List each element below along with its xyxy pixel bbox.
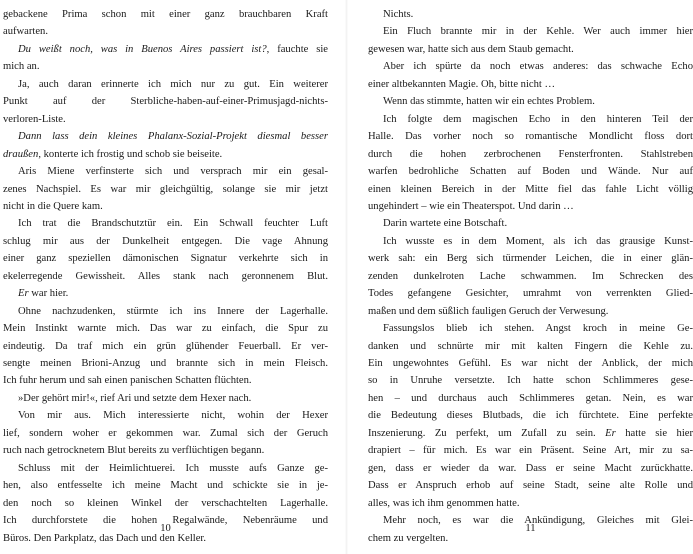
text-line: durch die hohen zerbrochenen Fensterfronten. Stahlstreben (368, 148, 693, 160)
text-line: Er war hier. (18, 288, 69, 300)
text-line: Aris Miene verfinsterte sich und versprach mir ein gesal- (18, 166, 328, 178)
text-line: Ich trat die Brandschutztür ein. Ein Schwall feuchter Luft (18, 218, 328, 230)
text-line: die Bedeutung dieses Blutbads, die ich fürchtete. Eine perfekte (368, 410, 693, 422)
text-line: hen, also entfesselte ich meine Macht und schickte sie in je- (3, 480, 328, 492)
text-line: eindeutig. Da traf mich ein grün glühender Feuerball. Er ver- (3, 340, 328, 352)
text-line: Darin wartete eine Botschaft. (383, 218, 508, 230)
text-line: einer altbekannten Magie. Oh, bitte nicht … (368, 78, 556, 90)
text-line: Ich folgte dem magischen Echo in den hinteren Teil der (383, 113, 693, 125)
text-line: »Der gehört mir!«, rief Ari und setzte dem Hexer nach. (18, 392, 252, 404)
text-line: Punkt auf der Sterbliche-haben-auf-einer-Primusjagd-nichts- (3, 96, 328, 108)
text-line: warfen bedrohliche Schatten auf Boden und Wände. Nur auf (368, 166, 693, 178)
text-line: ruch nach getrocknetem Blut bereits zu verflüchtigen begann. (3, 445, 265, 457)
text-line: danken und schnürte mir mit kalten Fingern die Kehle zu. (368, 340, 693, 352)
text-line: Du weißt noch, was in Buenos Aires passiert ist?, fauchte sie (18, 43, 329, 55)
text-line: den noch so kleinen Winkel der verschachtelten Lagerhalle. (3, 497, 328, 509)
text-line: Mein Instinkt warnte mich. Das war zu einfach, die Spur zu (3, 323, 328, 335)
text-line: werk sah: ein Berg sich türmender Leichen, die in einer glän- (368, 253, 693, 265)
text-line: lief, sondern woher er gekommen war. Zumal sich der Geruch (3, 427, 328, 439)
text-line: gen, dass er wieder da war. Dass er seine Macht zurückhatte. (368, 462, 693, 474)
text-line: mich an. (3, 61, 40, 73)
text-line: zenden dunkelroten Lache schwammen. Im Schrecken des (368, 270, 693, 282)
text-line: Halle. Das vorher noch so romantische Mondlicht floss dort (368, 131, 693, 143)
text-line: chem zu vergelten. (368, 532, 449, 544)
text-line: ungehindert – wie ein Theaterspot. Und darin … (368, 200, 574, 212)
text-line: alles, was ich ihm genommen hatte. (368, 497, 520, 509)
text-line: Ein Fluch brannte mir in der Kehle. Wer auch immer hier (383, 26, 693, 38)
text-line: Mehr noch, es war die Ankündigung, Gleiches mit Glei- (383, 515, 693, 527)
text-line: Ich wusste es in dem Moment, als ich das grausige Kunst- (383, 235, 693, 247)
text-line: Nichts. (383, 9, 414, 20)
right-page (368, 0, 693, 554)
text-line: Aber ich spürte da noch etwas anderes: das schwache Echo (383, 61, 693, 73)
text-line: hen – und durchaus auch Schlimmeres getan. Nein, es war (368, 392, 693, 404)
text-line: Ich fuhr herum und sah einen panischen Schatten flüchten. (3, 375, 252, 387)
left-page-number: 10 (160, 523, 171, 534)
text-line: Ich durchforstete die hohen Regalwände, Nebenräume und (3, 515, 328, 527)
text-line: gewesen war, hatte sich aus dem Staub gemacht. (368, 43, 574, 55)
text-line: Wenn das stimmte, hatten wir ein echtes Problem. (383, 96, 595, 108)
text-line: ekelerregende Gewissheit. Alles stank nach geronnenem Blut. (3, 270, 328, 282)
text-line: Von mir aus. Mich interessierte nicht, wohin der Hexer (18, 410, 328, 422)
text-line: verloren-Liste. (3, 113, 66, 125)
book-gutter (345, 0, 348, 554)
text-line: drapiert – für mich. Es war ein Präsent. Seine Art, mir zu sa- (368, 445, 693, 457)
text-line: einer ganz speziellen dämonischen Signatur verkehrte sich in (3, 253, 328, 265)
text-line: aufwarten. (3, 26, 48, 38)
text-line: sengte meinen Brioni-Anzug und brannte sich in mein Fleisch. (3, 358, 328, 369)
left-page (3, 0, 328, 554)
text-line: Dann lass dein kleines Phalanx-Sozial-Projekt diesmal besser (18, 131, 328, 143)
text-line: zenes Nachspiel. Es war mir gleichgültig, solange sie mir jetzt (3, 183, 328, 195)
text-line: einen kleinen Bereich in der Mitte fiel das fahle Licht völlig (368, 183, 693, 195)
text-line: Todes gefangene Gesichter, umrahmt von verrenkten Glied- (368, 288, 693, 300)
text-line: so in Unruhe versetzte. Ich hatte schon Schlimmeres gese- (368, 375, 693, 387)
text-line: schlug mir aus der Dunkelheit entgegen. Die vage Ahnung (3, 235, 328, 247)
text-line: Schluss mit der Heimlichtuerei. Ich musste aufs Ganze ge- (18, 462, 328, 474)
text-line: Ja, auch daran erinnerte ich mich nur zu gut. Ein weiterer (18, 78, 328, 90)
text-line: maßen und dem süßlich fauligen Geruch der Verwesung. (368, 305, 609, 317)
text-line: draußen, konterte ich frostig und schob sie beiseite. (3, 148, 223, 160)
right-page-number: 11 (525, 523, 536, 534)
text-line: Dass er Anspruch erhob auf seine Stadt, seine alte Rolle und (368, 480, 693, 492)
text-line: gebackene Prima schon mit einer ganz brauchbaren Kraft (3, 9, 328, 20)
text-line: Ohne nachzudenken, stürmte ich ins Innere der Lagerhalle. (18, 305, 328, 317)
text-line: nicht in die Quere kam. (3, 200, 103, 212)
text-line: Inszenierung. Zu perfekt, um Zufall zu sein. Er hatte sie hier (368, 427, 693, 439)
text-line: Büros. Den Parkplatz, das Dach und den Keller. (3, 532, 206, 544)
text-line: Fassungslos blieb ich stehen. Angst kroch in meine Ge- (383, 323, 693, 335)
text-line: Ein ungewohntes Gefühl. Es war nicht der Anblick, der mich (368, 358, 693, 369)
